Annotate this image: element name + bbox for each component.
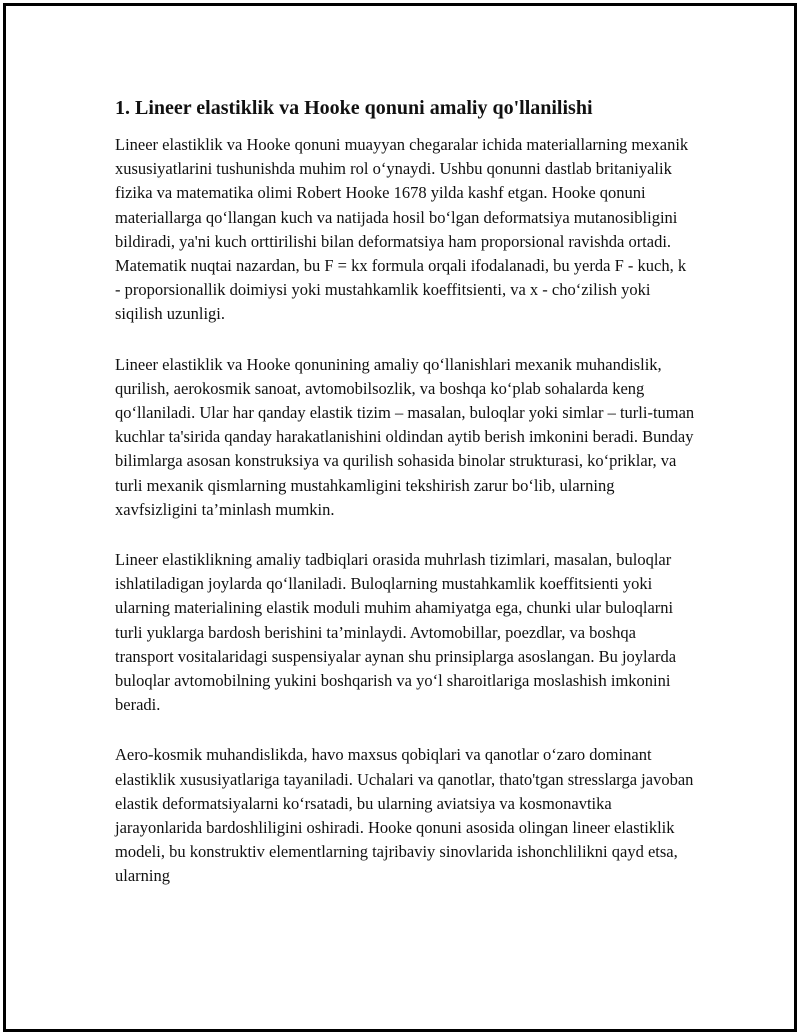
paragraph-applications: Lineer elastiklik va Hooke qonunining amaliy qo‘llanishlari mexanik muhandislik, qurilish, aerokosmik sanoat, avtomobilsozlik, va boshqa ko‘plab sohalarda keng qo‘llaniladi. Ular har qanday elastik tizim – masalan, buloqlar yoki simlar – turli-tuman kuchlar ta'sirida qanday harakatlanishini oldindan aytib berish imkonini beradi. Bunday bilimlarga asosan konstruksiya va qurilish sohasida binolar strukturasi, ko‘priklar, va turli mexanik qismlarning mustahkamligini tekshirish zarur bo‘lib, ularning xavfsizligini ta’minlash mumkin. bbox=[115, 354, 695, 519]
document-title: 1. Lineer elastiklik va Hooke qonuni amaliy qo'llanilishi bbox=[115, 97, 593, 119]
paragraph-springs-suspension: Lineer elastiklikning amaliy tadbiqlari orasida muhrlash tizimlari, masalan, buloqlar ishlatiladigan joylarda qo‘llaniladi. Buloqlarning mustahkamlik koeffitsienti yoki ularning materialining elastik moduli muhim ahamiyatga ega, chunki ular buloqlarni turli yuklarga bardosh berishini ta’minlaydi. Avtomobillar, poezdlar, va boshqa transport vositalaridagi suspensiyalar aynan shu prinsiplarga asoslangan. Bu joylarda buloqlar avtomobilning yukini boshqarish va yo‘l sharoitlariga moslashish imkonini beradi. bbox=[115, 550, 677, 715]
paragraph-aerospace: Aero-kosmik muhandislikda, havo maxsus qobiqlari va qanotlar o‘zaro dominant elastiklik xususiyatlariga tayaniladi. Uchalari va qanotlar, thato'tgan stresslarga javoban elastik deformatsiyalarni ko‘rsatadi, bu ularning aviatsiya va kosmonavtika jarayonlarida bardoshliligini oshiradi. Hooke qonuni asosida olingan lineer elastiklik modeli, bu konstruktiv elementlarning tajribaviy sinovlarida ishonchlilikni qayd etsa, ularning bbox=[115, 745, 694, 886]
document-body bbox=[115, 96, 695, 915]
paragraph-hooke-law-intro: Lineer elastiklik va Hooke qonuni muayyan chegaralar ichida materiallarning mexanik xususiyatlarini tushunishda muhim rol o‘ynaydi. Ushbu qonunni dastlab britaniyalik fizika va matematika olimi Robert Hooke 1678 yilda kashf etgan. Hooke qonuni materiallarga qo‘llangan kuch va natijada hosil bo‘lgan deformatsiya mutanosibligini bildiradi, ya'ni kuch orttirilishi bilan deformatsiya ham proporsional ravishda ortadi. Matematik nuqtai nazardan, bu F = kx formula orqali ifodalanadi, bu yerda F - kuch, k - proporsionallik doimiysi yoki mustahkamlik koeffitsienti, va x - cho‘zilish yoki siqilish uzunligi. bbox=[115, 135, 689, 324]
